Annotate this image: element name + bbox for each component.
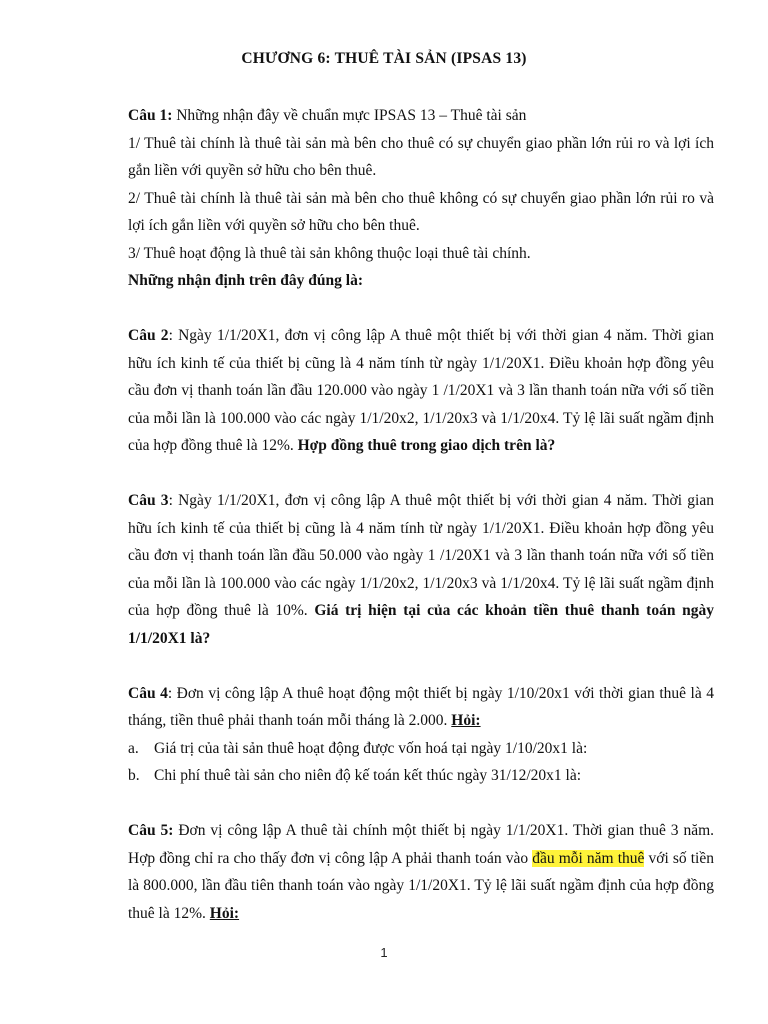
highlighted-text: đầu mỗi năm thuê [532, 849, 645, 867]
question-2-prompt: Hợp đồng thuê trong giao dịch trên là? [297, 437, 556, 454]
question-4-text: : Đơn vị công lập A thuê hoạt động một thiết bị ngày 1/10/20x1 với thời gian thuê là 4 tháng, tiền thuê phải thanh toán mỗi tháng là 2.000. [128, 684, 714, 729]
question-2-paragraph [128, 322, 714, 460]
spacer [128, 652, 714, 680]
list-marker: a. [128, 739, 139, 757]
question-5-ask: Hỏi: [209, 904, 240, 922]
question-2-text: : Ngày 1/1/20X1, đơn vị công lập A thuê một thiết bị với thời gian 4 năm. Thời gian hữu ích kinh tế của thiết bị cũng là 4 năm tính từ ngày 1/1/20X1. Điều khoản hợp đồng yêu cầu đơn vị thanh toán lần đầu 120.000 vào ngày 1 /1/20X1 và 3 lần thanh toán nữa với số tiền của mỗi lần là 100.000 vào các ngày 1/1/20x2, 1/1/20x3 và 1/1/20x4. Tỷ lệ lãi suất ngầm định của hợp đồng thuê là 12%. [128, 327, 714, 454]
spacer [128, 790, 714, 818]
spacer [128, 295, 714, 323]
question-1 [128, 102, 714, 295]
list-item-text: Chi phí thuê tài sản cho niên độ kế toán kết thúc ngày 31/12/20x1 là: [154, 767, 582, 784]
question-1-intro-text: Những nhận đây về chuẩn mực IPSAS 13 – Thuê tài sản [172, 107, 527, 124]
chapter-title: CHƯƠNG 6: THUÊ TÀI SẢN (IPSAS 13) [241, 50, 527, 67]
spacer [128, 460, 714, 488]
list-item [128, 762, 714, 790]
question-3-prompt: Giá trị hiện tại của các khoản tiền thuê thanh toán ngày 1/1/20X1 là? [128, 602, 714, 647]
question-4-ask: Hỏi: [451, 712, 481, 729]
question-4-label: Câu 4 [128, 684, 168, 702]
list-item [128, 735, 714, 763]
question-3-label: Câu 3 [128, 492, 169, 509]
question-5-label: Câu 5: [128, 822, 174, 839]
question-3-paragraph [128, 487, 714, 652]
list-marker: b. [128, 767, 140, 784]
question-1-label: Câu 1: [128, 107, 173, 124]
question-1-statement-3: 3/ Thuê hoạt động là thuê tài sản không thuộc loại thuê tài chính. [128, 244, 531, 262]
document-body [128, 102, 714, 927]
question-3-text: : Ngày 1/1/20X1, đơn vị công lập A thuê một thiết bị với thời gian 4 năm. Thời gian hữu ích kinh tế của thiết bị cũng là 4 năm tính từ ngày 1/1/20X1. Điều khoản hợp đồng yêu cầu đơn vị thanh toán lần đầu 50.000 vào ngày 1 /1/20X1 và 3 lần thanh toán nữa với số tiền của mỗi lần là 100.000 vào các ngày 1/1/20x2, 1/1/20x3 và 1/1/20x4. Tỷ lệ lãi suất ngầm định của hợp đồng thuê là 10%. [128, 492, 714, 619]
question-5 [128, 817, 714, 927]
question-1-prompt: Những nhận định trên đây đúng là: [128, 272, 364, 289]
question-5-paragraph [128, 817, 714, 927]
question-4-paragraph [128, 680, 714, 735]
question-2 [128, 322, 714, 460]
list-item-text: Giá trị của tài sản thuê hoạt động được vốn hoá tại ngày 1/10/20x1 là: [154, 739, 588, 757]
page-number: 1 [380, 945, 388, 960]
question-4 [128, 680, 714, 790]
question-4-subitems [128, 735, 714, 790]
question-1-statement-2: 2/ Thuê tài chính là thuê tài sản mà bên cho thuê không có sự chuyển giao phần lớn rủi ro và lợi ích gắn liền với quyền sở hữu cho bên thuê. [128, 189, 714, 234]
question-1-statement-1: 1/ Thuê tài chính là thuê tài sản mà bên cho thuê có sự chuyển giao phần lớn rủi ro và lợi ích gắn liền với quyền sở hữu cho bên thuê. [128, 134, 714, 179]
question-5-text-before: Đơn vị công lập A thuê tài chính một thiết bị ngày 1/1/20X1. Thời gian thuê 3 năm. Hợp đồng chỉ ra cho thấy đơn vị công lập A phải thanh toán vào [128, 822, 715, 867]
question-2-label: Câu 2 [128, 327, 169, 344]
question-1-intro [128, 102, 714, 130]
question-5-text-after: với số tiền là 800.000, lần đầu tiên thanh toán vào ngày 1/1/20X1. Tỷ lệ lãi suất ngầm định của hợp đồng thuê là 12%. [128, 849, 714, 922]
question-3 [128, 487, 714, 652]
